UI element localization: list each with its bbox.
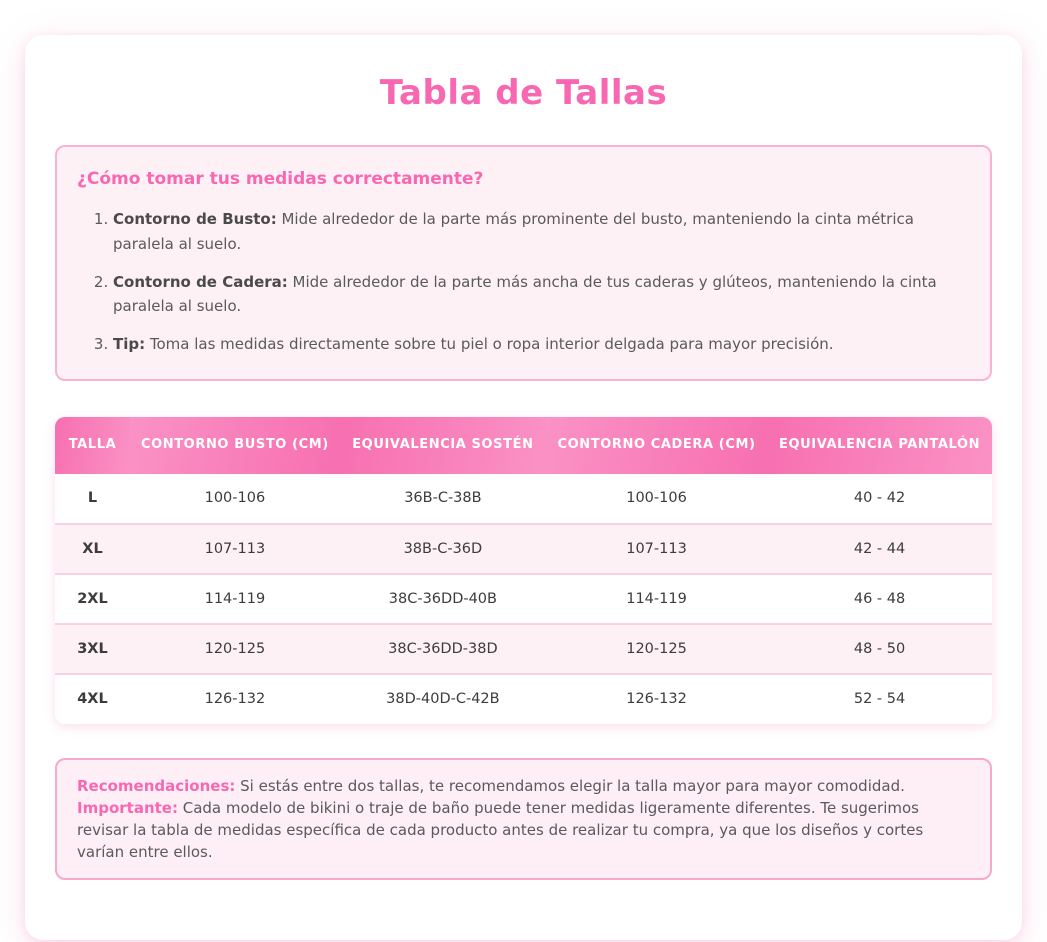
size-value-cell: 38C-36DD-38D bbox=[340, 624, 546, 674]
measure-step-label: Tip: bbox=[113, 335, 146, 353]
size-value-cell: 126-132 bbox=[130, 674, 340, 724]
size-value-cell: 38C-36DD-40B bbox=[340, 574, 546, 624]
measure-steps-list bbox=[77, 207, 970, 357]
size-table-column-header: EQUIVALENCIA SOSTÉN bbox=[340, 417, 546, 474]
note-label: Recomendaciones: bbox=[77, 776, 236, 795]
size-value-cell: 120-125 bbox=[546, 624, 767, 674]
size-value-cell: 52 - 54 bbox=[767, 674, 992, 724]
size-value-cell: 114-119 bbox=[130, 574, 340, 624]
size-table-column-header: TALLA bbox=[55, 417, 130, 474]
page-title: Tabla de Tallas bbox=[379, 73, 668, 113]
size-table-container bbox=[55, 417, 992, 724]
size-label-cell: XL bbox=[55, 524, 130, 574]
size-value-cell: 38B-C-36D bbox=[340, 524, 546, 574]
note-label: Importante: bbox=[77, 798, 178, 817]
measure-step-label: Contorno de Busto: bbox=[113, 210, 277, 228]
size-table-column-header: CONTORNO BUSTO (CM) bbox=[130, 417, 340, 474]
size-label-cell: 4XL bbox=[55, 674, 130, 724]
size-label-cell: 3XL bbox=[55, 624, 130, 674]
size-table bbox=[55, 417, 992, 724]
size-value-cell: 100-106 bbox=[626, 490, 687, 507]
size-value-cell: 114-119 bbox=[546, 574, 767, 624]
size-value-cell: 126-132 bbox=[546, 674, 767, 724]
size-table-row bbox=[55, 474, 992, 524]
measure-step: 2. Contorno de Cadera: Mide alrededor de la parte más ancha de tus caderas y glúteos, manteniendo la cinta paralela al suelo. bbox=[113, 270, 970, 320]
size-value-cell: 107-113 bbox=[546, 524, 767, 574]
size-chart-card bbox=[25, 35, 1022, 940]
size-label-cell: L bbox=[87, 490, 98, 507]
measure-step: 3. Tip: Toma las medidas directamente sobre tu piel o ropa interior delgada para mayor precisión. bbox=[113, 332, 970, 357]
size-table-column-header: EQUIVALENCIA PANTALÓN bbox=[767, 417, 992, 474]
size-table-column-header: CONTORNO CADERA (CM) bbox=[546, 417, 767, 474]
size-value-cell: 120-125 bbox=[130, 624, 340, 674]
size-table-body bbox=[55, 474, 992, 724]
size-table-row bbox=[55, 524, 992, 574]
size-value-cell: 46 - 48 bbox=[767, 574, 992, 624]
size-value-cell: 42 - 44 bbox=[767, 524, 992, 574]
notes-box bbox=[55, 758, 992, 880]
size-value-cell: 38D-40D-C-42B bbox=[340, 674, 546, 724]
note-line: Importante: Cada modelo de bikini o traje de baño puede tener medidas ligeramente diferentes. Te sugerimos revisar la tabla de medidas específica de cada producto antes de realizar tu compra, ya que los diseños y cortes varían entre ellos. bbox=[77, 798, 924, 861]
size-value-cell: 107-113 bbox=[130, 524, 340, 574]
size-table-row bbox=[55, 574, 992, 624]
size-table-row bbox=[55, 624, 992, 674]
note-line: Recomendaciones: Si estás entre dos tallas, te recomendamos elegir la talla mayor para mayor comodidad. bbox=[77, 776, 905, 795]
measure-step: 1. Contorno de Busto: Mide alrededor de la parte más prominente del busto, manteniendo la cinta métrica paralela al suelo. bbox=[113, 207, 970, 257]
instructions-heading: ¿Cómo tomar tus medidas correctamente? bbox=[77, 169, 484, 189]
size-table-head bbox=[55, 417, 992, 474]
size-label-cell: 2XL bbox=[55, 574, 130, 624]
measure-step-label: Contorno de Cadera: bbox=[113, 272, 288, 291]
size-table-row bbox=[55, 674, 992, 724]
size-table-header-row bbox=[55, 417, 992, 474]
page bbox=[0, 35, 1047, 942]
size-value-cell: 36B-C-38B bbox=[404, 490, 482, 507]
size-value-cell: 48 - 50 bbox=[767, 624, 992, 674]
size-value-cell: 40 - 42 bbox=[853, 490, 906, 507]
measuring-instructions-box bbox=[55, 145, 992, 381]
size-value-cell: 100-106 bbox=[204, 490, 266, 507]
